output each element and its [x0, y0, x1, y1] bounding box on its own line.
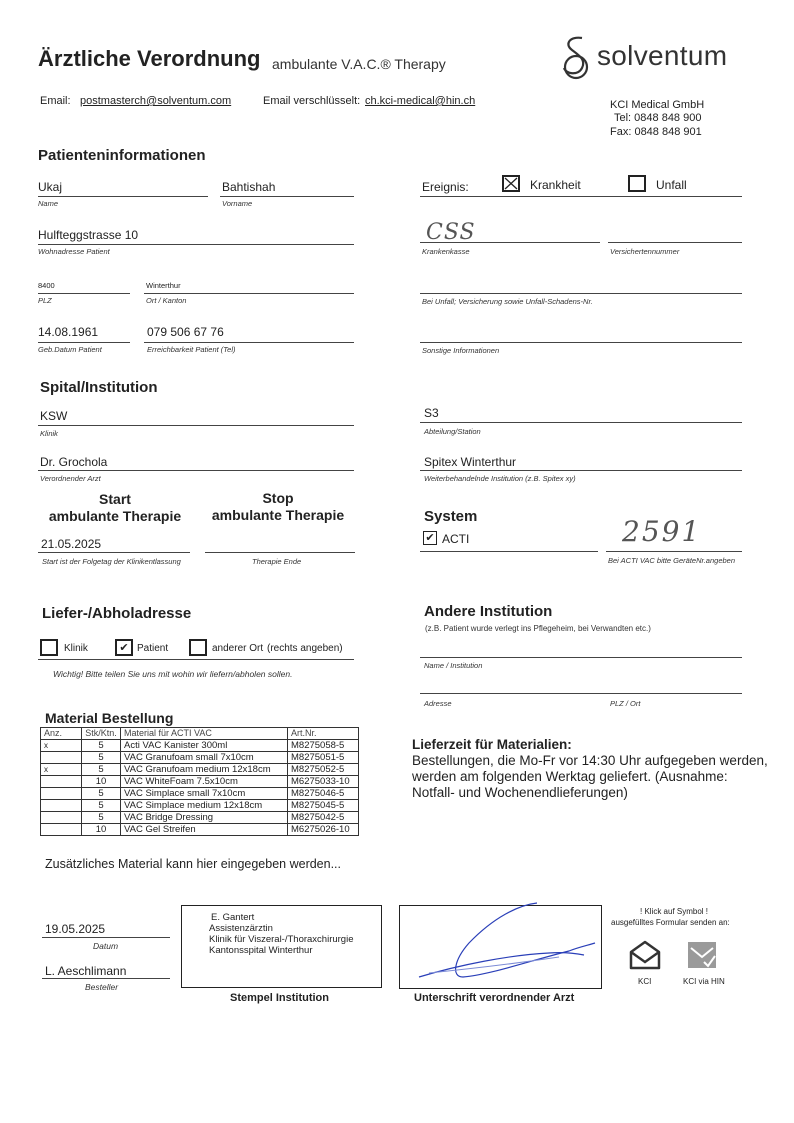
klick-note-2: ausgefülltes Formular senden an: [611, 918, 730, 927]
zusatz-material-note[interactable]: Zusätzliches Material kann hier eingegeben werden... [45, 857, 342, 871]
ereignis-label: Ereignis: [422, 180, 469, 194]
company-fax: Fax: 0848 848 901 [610, 126, 702, 138]
geraete-nr-value[interactable]: 2591 [622, 515, 702, 548]
besteller-caption: Besteller [85, 982, 119, 992]
material-stk-cell: 5 [82, 788, 121, 800]
patient-address-line [38, 244, 354, 245]
datum-caption: Datum [93, 941, 119, 951]
material-anz-cell[interactable] [41, 800, 82, 812]
weiterbehandelnde-line [420, 470, 742, 471]
material-name-cell: VAC Granufoam small 7x10cm [121, 752, 288, 764]
geraete-nr-caption: Bei ACTI VAC bitte GeräteNr.angeben [608, 556, 736, 565]
patient-address-caption: Wohnadresse Patient [38, 247, 110, 256]
material-stk-cell: 10 [82, 776, 121, 788]
unfall-checkbox[interactable] [628, 175, 646, 192]
material-row [41, 764, 359, 776]
material-anz-cell[interactable] [41, 788, 82, 800]
stop-therapie-heading [205, 490, 351, 524]
company-name: KCI Medical GmbH [610, 99, 705, 111]
material-stk-cell: 5 [82, 764, 121, 776]
patient-name-caption: Name [38, 199, 59, 208]
start-date-line [38, 552, 190, 553]
patient-phone-line [144, 342, 354, 343]
form-title: Ärztliche Verordnung [38, 46, 261, 71]
end-date-caption: Therapie Ende [252, 557, 302, 566]
material-artnr-cell: M8275046-5 [288, 788, 359, 800]
weiterbehandelnde-value[interactable]: Spitex Winterthur [424, 455, 517, 469]
patient-plz-caption: PLZ [38, 296, 52, 305]
material-anz-cell[interactable] [41, 752, 82, 764]
section-liefer-heading: Liefer-/Abholadresse [42, 605, 192, 622]
material-name-cell: VAC Simplace medium 12x18cm [121, 800, 288, 812]
patient-dob-line [38, 342, 130, 343]
material-name-cell: VAC Simplace small 7x10cm [121, 788, 288, 800]
patient-phone-value[interactable]: 079 506 67 76 [147, 325, 224, 339]
patient-address-value[interactable]: Hulfteggstrasse 10 [38, 228, 139, 242]
patient-ort-line [144, 293, 354, 294]
liefer-line [38, 659, 354, 660]
section-system-heading: System [424, 508, 478, 525]
patient-phone-caption: Erreichbarkeit Patient (Tel) [147, 345, 236, 354]
section-patient-heading: Patienteninformationen [38, 147, 206, 164]
material-row [41, 740, 359, 752]
liefer-patient-label: Patient [137, 643, 169, 654]
material-name-cell: Acti VAC Kanister 300ml [121, 740, 288, 752]
material-table-header [41, 728, 359, 740]
section-spital-heading: Spital/Institution [40, 379, 158, 396]
material-name-cell: VAC Granufoam medium 12x18cm [121, 764, 288, 776]
email-link[interactable]: postmasterch@solventum.com [80, 95, 232, 107]
liefer-anderer-checkbox[interactable] [189, 639, 207, 656]
andere-plz-caption: PLZ / Ort [610, 699, 641, 708]
material-stk-cell: 5 [82, 812, 121, 824]
klinik-value[interactable]: KSW [40, 409, 68, 423]
material-anz-cell[interactable] [41, 824, 82, 836]
end-date-line[interactable] [205, 552, 355, 553]
kci-hin-label: KCI via HIN [683, 977, 725, 986]
start-date-caption: Start ist der Folgetag der Klinikentlassung [42, 557, 181, 566]
besteller-line [42, 978, 170, 979]
sonstige-caption: Sonstige Informationen [422, 346, 500, 355]
material-row [41, 776, 359, 788]
klick-note-1: ! Klick auf Symbol ! [640, 907, 709, 916]
patient-ort-value[interactable]: Winterthur [146, 281, 181, 290]
krankheit-checkbox[interactable] [502, 175, 520, 192]
col-artnr: Art.Nr. [288, 728, 359, 740]
ereignis-line [420, 196, 742, 197]
patient-name-line [38, 196, 208, 197]
andere-adresse-caption: Adresse [424, 699, 452, 708]
material-row [41, 800, 359, 812]
material-anz-cell[interactable] [41, 812, 82, 824]
stamp-line-hospital: Kantonsspital Winterthur [209, 945, 313, 956]
signature-caption: Unterschrift verordnender Arzt [414, 992, 575, 1004]
section-andere-heading: Andere Institution [424, 603, 553, 620]
material-name-cell: VAC Bridge Dressing [121, 812, 288, 824]
material-anz-cell[interactable] [41, 776, 82, 788]
andere-name-line[interactable] [420, 657, 742, 658]
patient-vorname-value[interactable]: Bahtishah [222, 180, 276, 194]
stop-heading-line1: Stop [262, 490, 294, 506]
krankenkasse-line [420, 242, 600, 243]
email-label: Email: [40, 95, 71, 107]
liefer-wichtig-note: Wichtig! Bitte teilen Sie uns mit wohin wir liefern/abholen sollen. [53, 669, 293, 679]
stamp-line-role: Assistenzärztin [209, 923, 273, 934]
weiterbehandelnde-caption: Weiterbehandelnde Institution (z.B. Spitex xy) [424, 474, 576, 483]
material-anz-cell[interactable]: x [41, 764, 82, 776]
col-material: Material für ACTI VAC [121, 728, 288, 740]
start-date-value[interactable]: 21.05.2025 [41, 537, 102, 551]
solventum-logo-icon [560, 34, 594, 80]
stamp-line-name: E. Gantert [211, 912, 255, 923]
start-heading-line1: Start [99, 491, 131, 507]
material-anz-cell[interactable]: x [41, 740, 82, 752]
liefer-klinik-label: Klinik [64, 643, 88, 654]
krankheit-label: Krankheit [530, 178, 581, 192]
datum-value[interactable]: 19.05.2025 [45, 922, 106, 936]
hin-mail-icon [686, 940, 718, 970]
stamp-caption: Stempel Institution [230, 992, 329, 1004]
material-stk-cell: 5 [82, 752, 121, 764]
material-name-cell: VAC Gel Streifen [121, 824, 288, 836]
arzt-line [38, 470, 354, 471]
patient-dob-value[interactable]: 14.08.1961 [38, 325, 99, 339]
lieferzeit-body: Bestellungen, die Mo-Fr vor 14:30 Uhr aufgegeben werden, werden am folgenden Werktag geliefert. (Ausnahme: Notfall- und Wochenendlieferungen) [412, 753, 768, 800]
unfall-label: Unfall [656, 178, 687, 192]
email-kci-button[interactable] [628, 940, 662, 975]
envelope-icon [628, 940, 662, 970]
patient-ort-caption: Ort / Kanton [146, 296, 187, 305]
email-kci-hin-button[interactable] [686, 940, 718, 975]
material-stk-cell: 5 [82, 800, 121, 812]
klinik-line [38, 425, 354, 426]
checkmark-icon: ✔ [119, 642, 129, 654]
start-heading-line2: ambulante Therapie [48, 508, 182, 524]
patient-plz-line [38, 293, 130, 294]
patient-vorname-line [220, 196, 354, 197]
stamp-line-clinic: Klinik für Viszeral-/Thoraxchirurgie [209, 934, 354, 945]
liefer-anderer-note: (rechts angeben) [267, 643, 343, 654]
andere-subtext: (z.B. Patient wurde verlegt ins Pflegeheim, bei Verwandten etc.) [425, 624, 651, 633]
col-anz: Anz. [41, 728, 82, 740]
material-stk-cell: 10 [82, 824, 121, 836]
arzt-caption: Verordnender Arzt [40, 474, 101, 483]
datum-line [42, 937, 170, 938]
signature-scribble [399, 895, 604, 990]
patient-name-value[interactable]: Ukaj [38, 180, 63, 194]
abteilung-value[interactable]: S3 [424, 406, 439, 420]
material-stk-cell: 5 [82, 740, 121, 752]
lieferzeit-heading: Lieferzeit für Materialien: [412, 737, 572, 752]
abteilung-line [420, 422, 742, 423]
brand-name: solventum [597, 40, 728, 71]
acti-label: ACTI [442, 532, 470, 546]
liefer-klinik-checkbox[interactable] [40, 639, 58, 656]
unfall-versicherung-line[interactable] [420, 293, 742, 294]
andere-adresse-line[interactable] [420, 693, 742, 694]
material-row [41, 824, 359, 836]
section-material-heading: Material Bestellung [45, 710, 174, 726]
material-artnr-cell: M8275058-5 [288, 740, 359, 752]
material-artnr-cell: M6275026-10 [288, 824, 359, 836]
patient-dob-caption: Geb.Datum Patient [38, 345, 102, 354]
stop-heading-line2: ambulante Therapie [211, 507, 345, 523]
material-row [41, 788, 359, 800]
material-row [41, 752, 359, 764]
material-artnr-cell: M8275045-5 [288, 800, 359, 812]
krankenkasse-caption: Krankenkasse [422, 247, 470, 256]
material-artnr-cell: M8275052-5 [288, 764, 359, 776]
patient-vorname-caption: Vorname [222, 199, 253, 208]
unfall-versicherung-caption: Bei Unfall; Versicherung sowie Unfall-Schadens-Nr. [422, 297, 593, 306]
material-artnr-cell: M8275042-5 [288, 812, 359, 824]
klinik-caption: Klinik [40, 429, 58, 438]
kci-label: KCI [638, 977, 652, 986]
material-artnr-cell: M8275051-5 [288, 752, 359, 764]
liefer-patient-checkbox[interactable] [115, 639, 133, 656]
col-stk: Stk/Ktn. [82, 728, 121, 740]
arzt-value[interactable]: Dr. Grochola [40, 455, 108, 469]
sonstige-line[interactable] [420, 342, 742, 343]
versichertennummer-line[interactable] [608, 242, 742, 243]
material-artnr-cell: M6275033-10 [288, 776, 359, 788]
versichertennummer-caption: Versichertennummer [610, 247, 680, 256]
liefer-anderer-label: anderer Ort [212, 643, 264, 654]
checkmark-icon: ✔ [425, 531, 435, 544]
geraete-nr-line [606, 551, 742, 552]
andere-name-caption: Name / Institution [424, 661, 483, 670]
check-x-icon [504, 177, 518, 190]
material-name-cell: VAC WhiteFoam 7.5x10cm [121, 776, 288, 788]
abteilung-caption: Abteilung/Station [424, 427, 481, 436]
form-subtitle: ambulante V.A.C.® Therapy [272, 56, 446, 72]
email-encrypted-label: Email verschlüsselt: [263, 95, 361, 107]
acti-checkbox[interactable] [423, 531, 437, 545]
krankenkasse-value[interactable]: CSS [426, 220, 476, 245]
patient-plz-value[interactable]: 8400 [38, 281, 55, 290]
material-table [40, 727, 359, 836]
company-tel: Tel: 0848 848 900 [614, 112, 702, 124]
start-therapie-heading [40, 491, 190, 525]
besteller-value[interactable]: L. Aeschlimann [45, 964, 127, 978]
acti-line [420, 551, 598, 552]
email-encrypted-link[interactable]: ch.kci-medical@hin.ch [365, 95, 476, 107]
material-row [41, 812, 359, 824]
